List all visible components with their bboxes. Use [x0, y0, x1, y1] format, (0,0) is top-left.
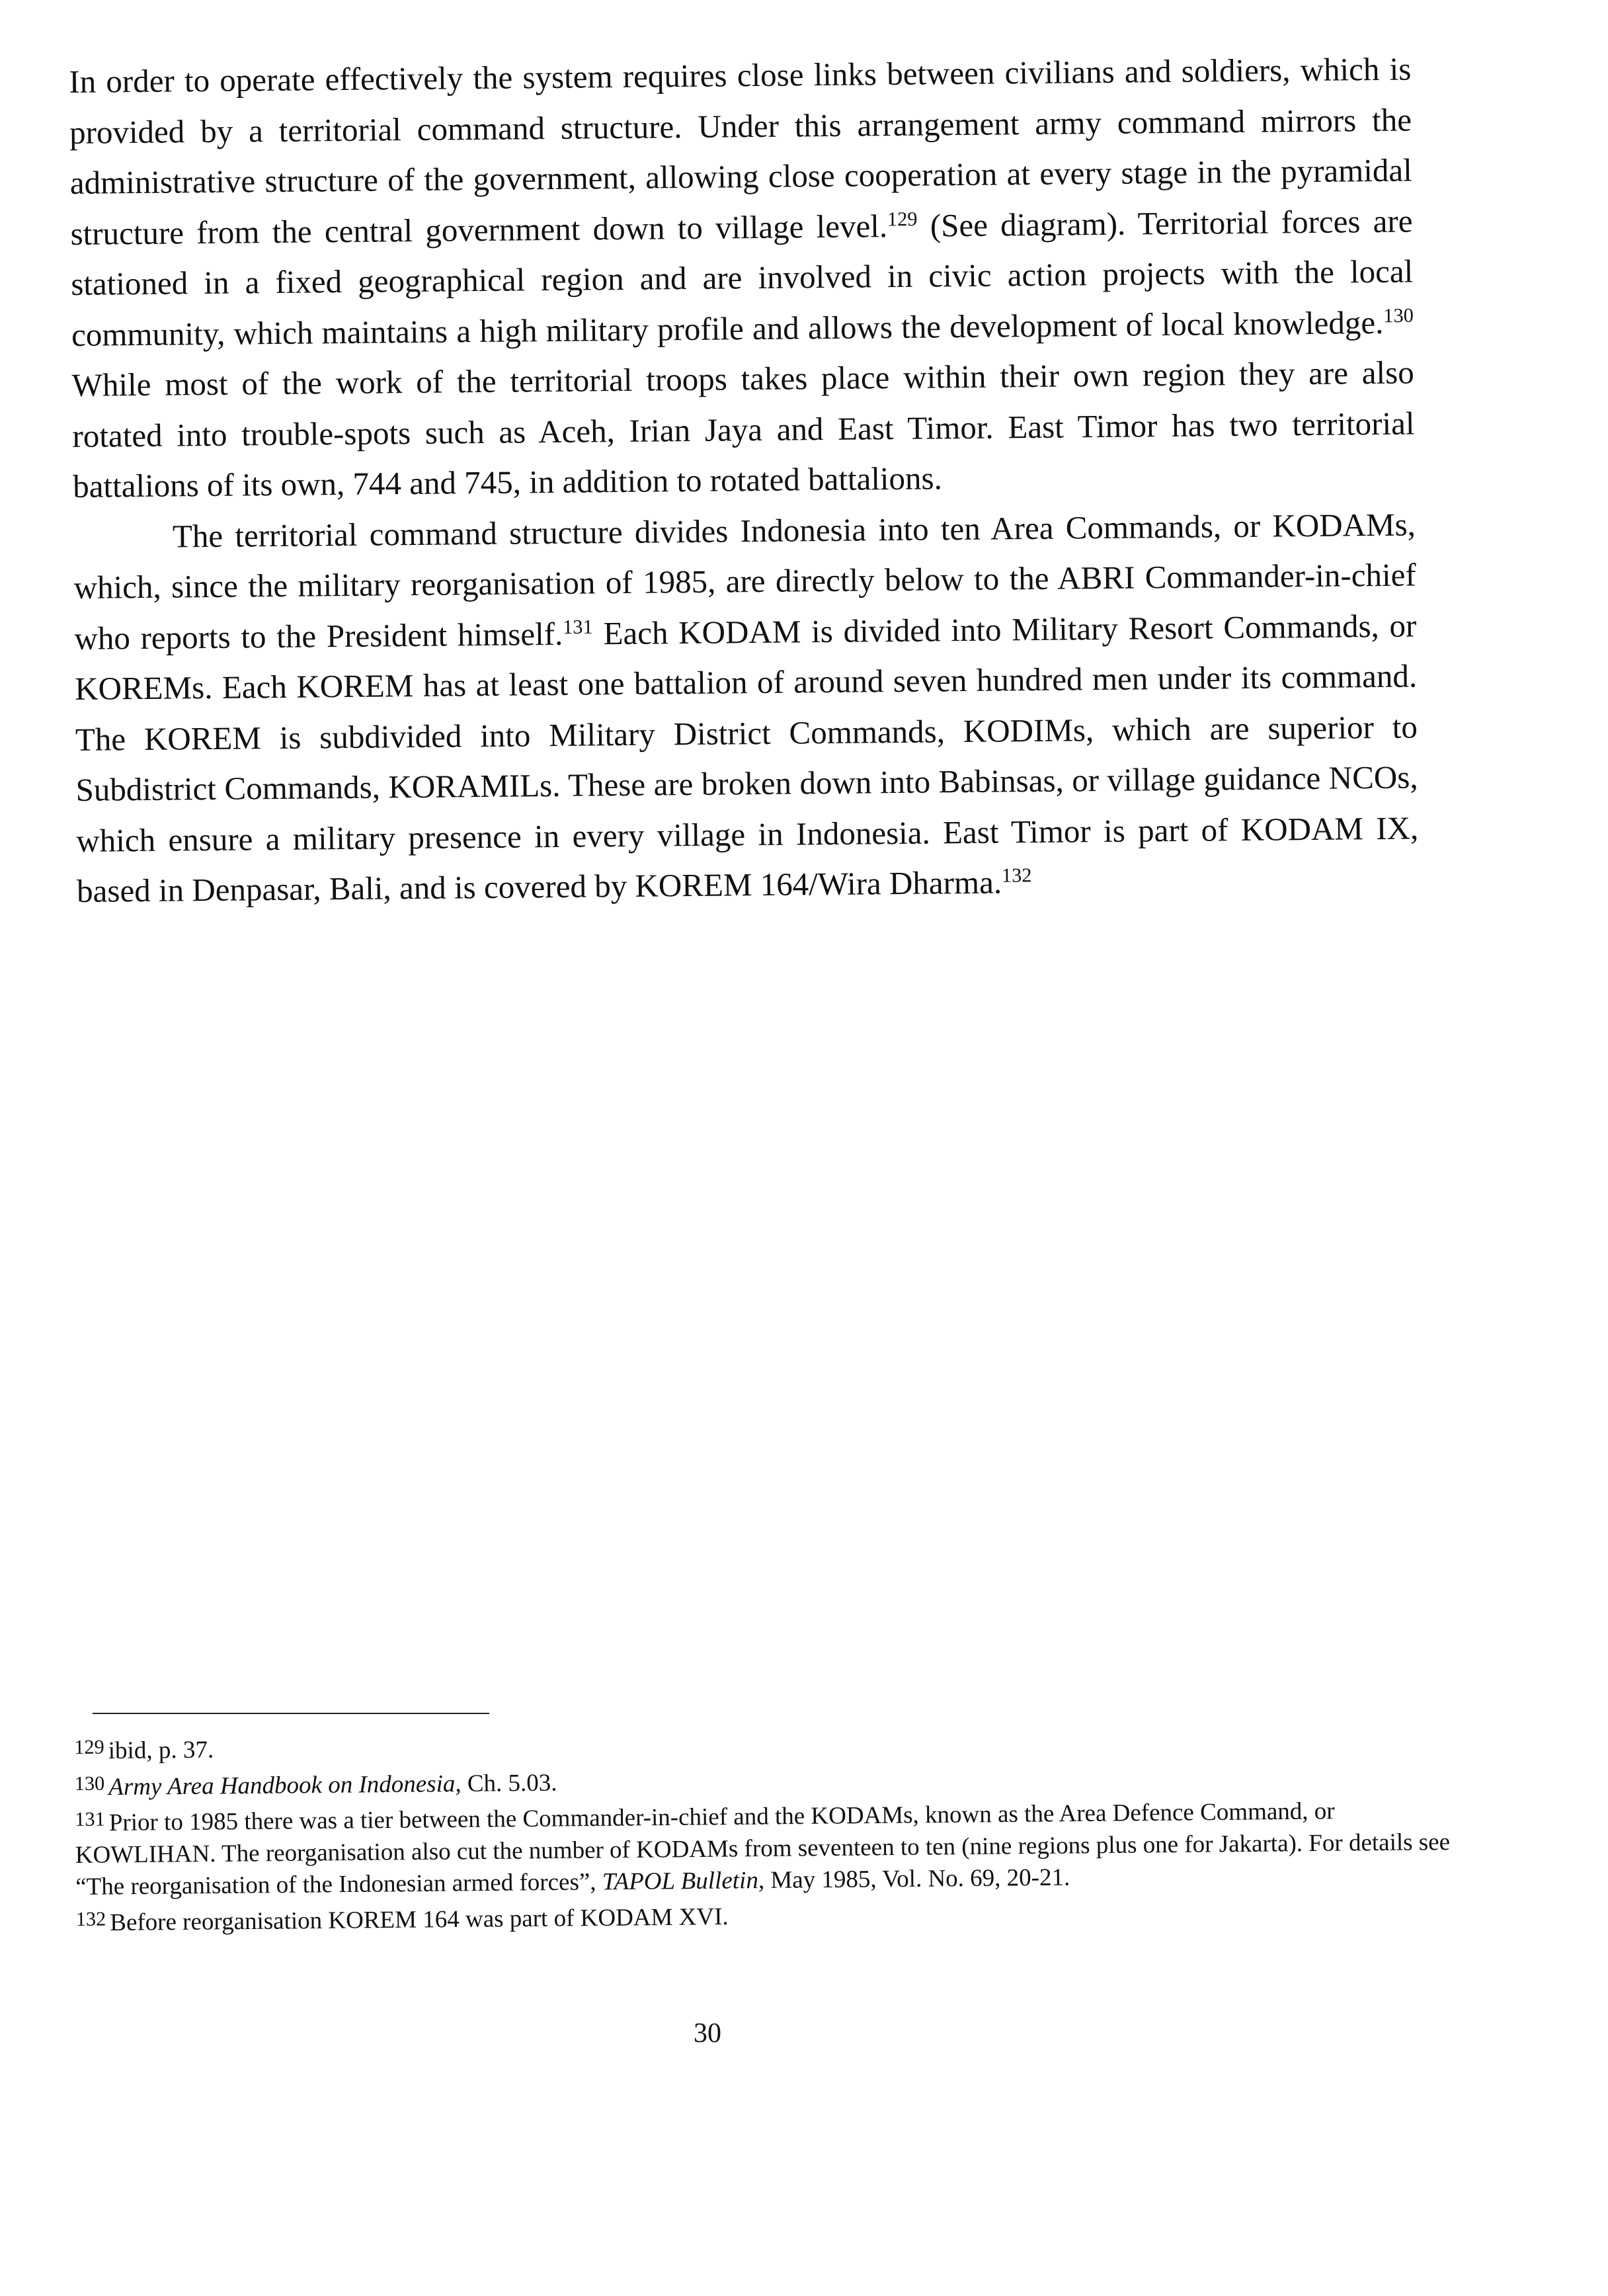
main-text	[69, 44, 1419, 917]
footnote-number: 132	[75, 1907, 106, 1930]
footnote-text: ibid, p. 37.	[108, 1736, 214, 1765]
paragraph-1	[69, 44, 1416, 512]
paragraph-2-text-2: Each KODAM is divided into Military Resort Commands, or KOREMs. Each KOREM has at least one battalion of around seven hundred men under its command. The KOREM is subdivided into Military District Commands, KODIMs, which are superior to Subdistrict Commands, KORAMILs. These are broken down into Babinsas, or village guidance NCOs, which ensure a military presence in every village in Indonesia. East Timor is part of KODAM IX, based in Denpasar, Bali, and is covered by KOREM 164/Wira Dharma.	[74, 606, 1419, 909]
page-number: 30	[694, 2018, 721, 2049]
footnote-number: 129	[74, 1735, 104, 1758]
footnote-title-italic: TAPOL Bulletin,	[602, 1866, 765, 1896]
footnote-number: 131	[75, 1807, 105, 1831]
footnote-131	[75, 1790, 1464, 1903]
paragraph-2	[73, 499, 1420, 917]
footnote-number: 130	[74, 1772, 105, 1795]
footnote-text: May 1985, Vol. No. 69, 20-21.	[764, 1864, 1070, 1894]
paragraph-2-text-1: The territorial command structure divides Indonesia into ten Area Commands, or KODAMs, which, since the military reorganisation of 1985, are directly below to the ABRI Commander-in-chief who reports to the President himself.	[73, 505, 1416, 657]
footnote-ref-130: 130	[1383, 304, 1414, 327]
footnote-text: Prior to 1985 there was a tier between the Commander-in-chief and the KODAMs, known as the Area Defence Command, or KOWLIHAN. The reorganisation also cut the number of KODAMs from seventeen to ten (nine regions plus one for Jakarta). For details see “The reorganisation of the Indonesian armed forces”,	[75, 1797, 1451, 1901]
footnote-ref-131: 131	[562, 615, 593, 638]
footnotes	[74, 1718, 1465, 1939]
footnote-ref-132: 132	[1001, 864, 1032, 887]
footnote-text: Ch. 5.03.	[461, 1769, 557, 1797]
paragraph-1-text-1: In order to operate effectively the system requires close links between civilians and soldiers, which is provided by a territorial command structure. Under this arrangement army command mirrors the administrative structure of the government, allowing close cooperation at every stage in the pyramidal structure from the central government down to village level.	[69, 50, 1412, 252]
footnote-ref-129: 129	[887, 207, 918, 230]
paragraph-1-text-3: While most of the work of the territorial troops takes place within their own region they are also rotated into trouble-spots such as Aceh, Irian Jaya and East Timor. East Timor has two territorial battalions of its own, 744 and 745, in addition to rotated battalions.	[71, 354, 1415, 505]
footnote-title-italic: Army Area Handbook on Indonesia,	[108, 1770, 462, 1801]
footnote-text: Before reorganisation KOREM 164 was part of KODAM XVI.	[110, 1903, 729, 1936]
paragraph-1-text-2: (See diagram). Territorial forces are stationed in a fixed geographical region and are involved in civic action projects with the local community, which maintains a high military profile and allows the development of local knowledge.	[71, 202, 1414, 353]
footnote-divider	[93, 1713, 489, 1714]
